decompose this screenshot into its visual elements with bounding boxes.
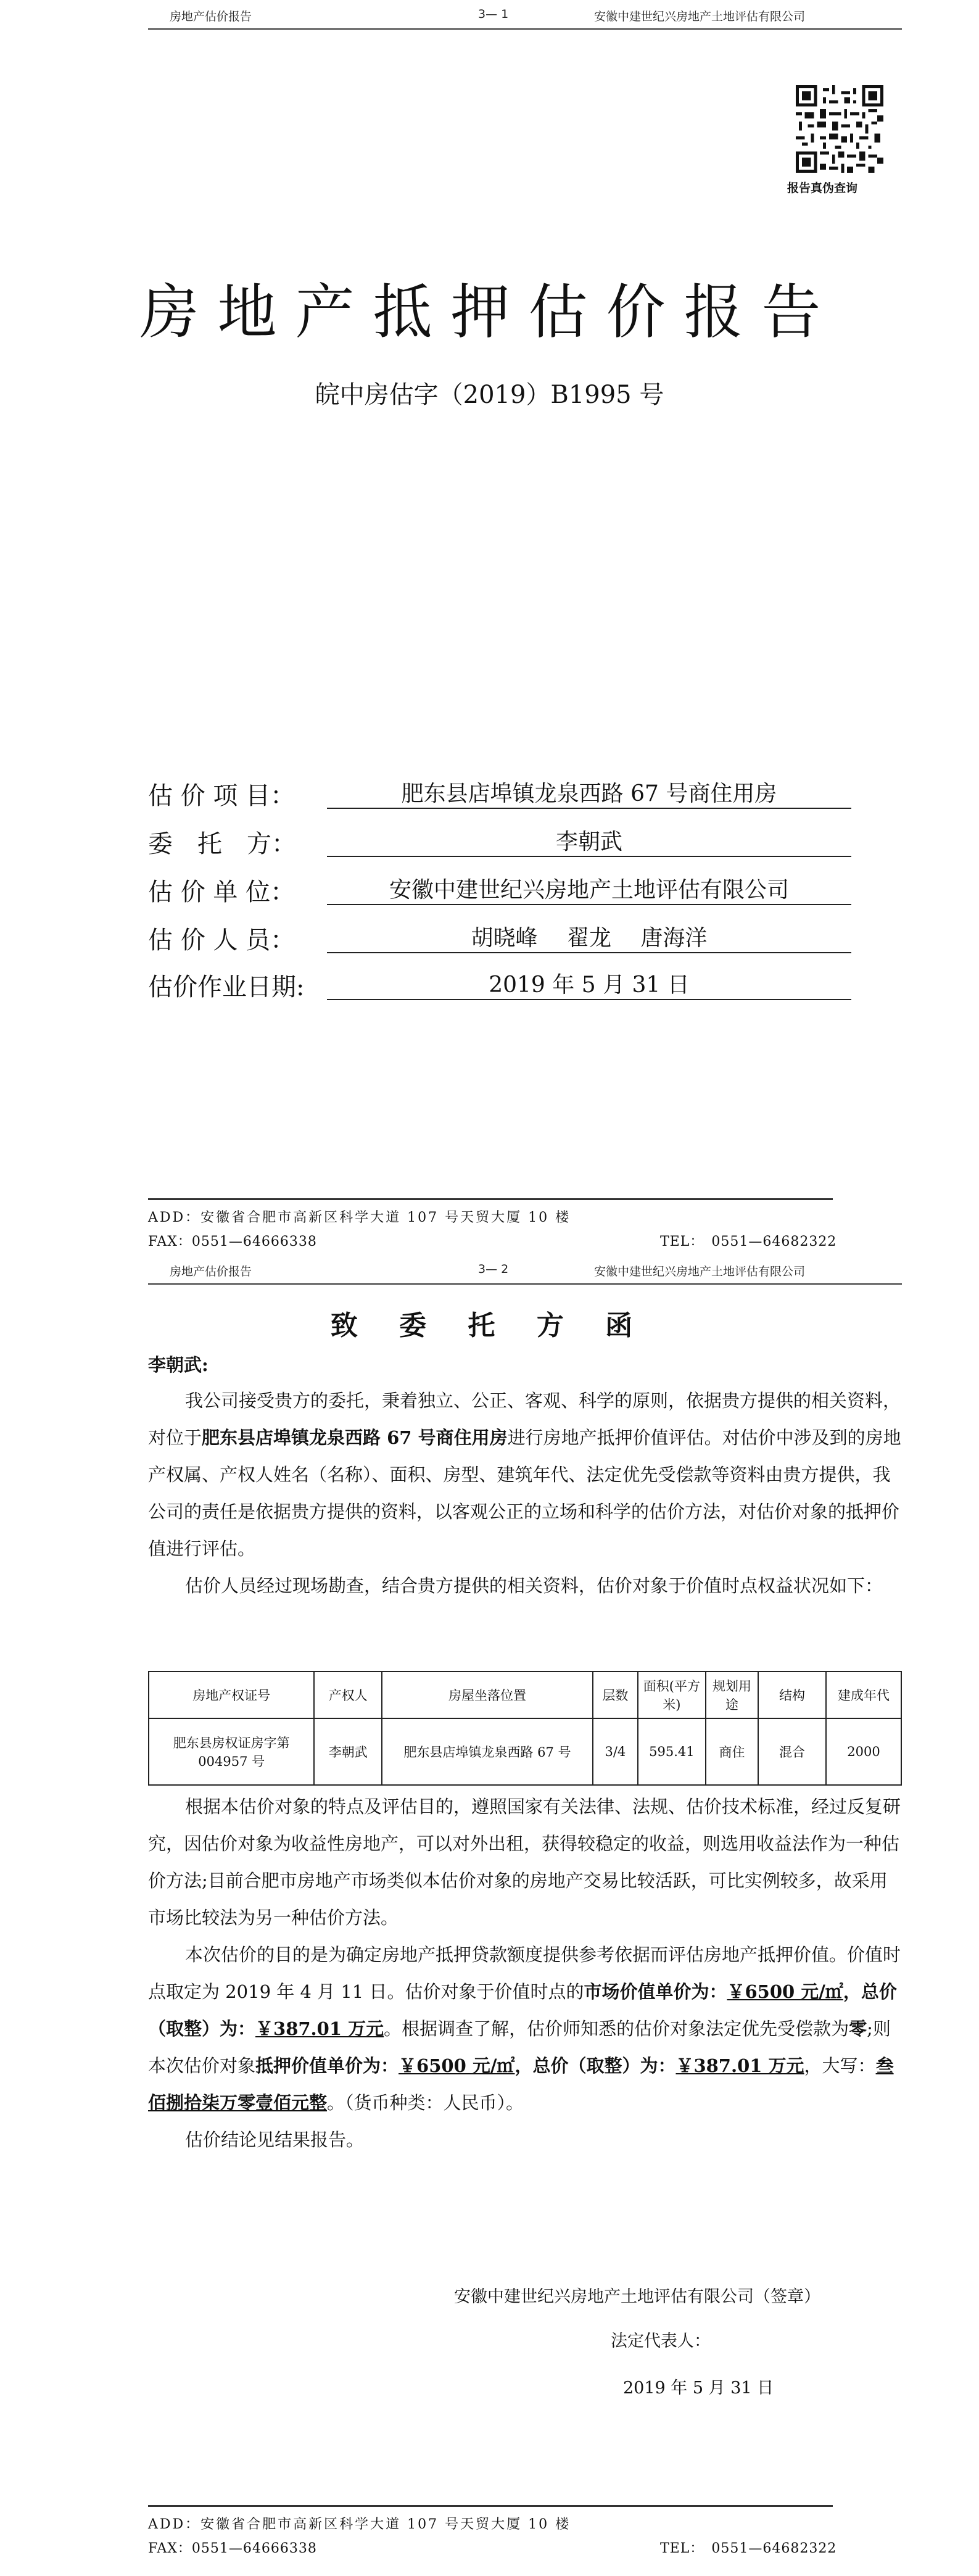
mortgage-unit-price-label: 抵押价值单价为： <box>255 2055 399 2076</box>
table-cell-floors: 3/4 <box>593 1718 638 1785</box>
letter-paragraph-5: 估价结论见结果报告。 <box>185 2129 365 2150</box>
property-table-header-row <box>149 1671 901 1718</box>
table-cell-cert-no: 肥东县房权证房字第 004957 号 <box>149 1718 314 1785</box>
page2-footer-address: ADD：安徽省合肥市高新区科学大道 107 号天贸大厦 10 楼 <box>148 2517 571 2532</box>
table-header-cert-no: 房地产权证号 <box>149 1671 314 1718</box>
page2-header-rule <box>148 1283 902 1285</box>
table-cell-structure: 混合 <box>758 1718 826 1785</box>
table-cell-owner: 李朝武 <box>314 1718 382 1785</box>
page1-footer-fax: FAX：0551—64666338 <box>148 1234 317 1249</box>
report-title: 房地产抵押估价报告 <box>139 278 840 347</box>
info-value-appraisers: 胡晓峰 翟龙 唐海洋 <box>327 921 851 953</box>
table-header-area: 面积(平方米) <box>638 1671 706 1718</box>
table-header-usage: 规划用途 <box>706 1671 758 1718</box>
info-value-work-date: 2019 年 5 月 31 日 <box>327 967 851 1000</box>
page2-footer-rule <box>148 2505 833 2507</box>
mortgage-total-price-words: 叁佰捌拾柒万零壹佰元整 <box>148 2055 894 2113</box>
page1-footer-rule <box>148 1198 833 1200</box>
table-header-floors: 层数 <box>593 1671 638 1718</box>
info-label-work-date: 估价作业日期: <box>148 973 305 1001</box>
page1-header-page-number: 3— 1 <box>478 7 509 21</box>
table-cell-location: 肥东县店埠镇龙泉西路 67 号 <box>382 1718 593 1785</box>
table-row <box>149 1718 901 1785</box>
info-value-client: 李朝武 <box>327 824 851 857</box>
page1-header-rule <box>148 28 902 30</box>
letter-property-address: 肥东县店埠镇龙泉西路 67 号商住用房 <box>202 1427 508 1448</box>
letter-paragraph-1: 我公司接受贵方的委托，秉着独立、公正、客观、科学的原则，依据贵方提供的相关资料，对位于肥东县店埠镇龙泉西路 67 号商住用房进行房地产抵押价值评估。对估价中涉及到的房地产权属、产权人姓名（名称）、面积、房型、建筑年代、法定优先受偿款等资料由贵方提供，我公司的责任是依据贵方提供的资料，以客观公正的立场和科学的估价方法，对估价对象的抵押价值进行评估。 <box>148 1390 901 1559</box>
market-unit-price-value: ￥6500 元/㎡ <box>727 1981 843 2002</box>
page1-footer-tel: TEL： 0551—64682322 <box>660 1234 837 1249</box>
letter-title: 致 委 托 方 函 <box>330 1310 649 1341</box>
info-label-appraisers: 估 价 人 员： <box>148 926 295 955</box>
market-total-price-value: ￥387.01 万元 <box>255 2018 384 2039</box>
page2-footer-fax: FAX：0551—64666338 <box>148 2541 317 2556</box>
info-value-project: 肥东县店埠镇龙泉西路 67 号商住用房 <box>327 776 851 809</box>
report-number: 皖中房估字（2019）B1995 号 <box>315 381 664 409</box>
table-cell-built-year: 2000 <box>826 1718 901 1785</box>
table-header-structure: 结构 <box>758 1671 826 1718</box>
letter-paragraph-2: 估价人员经过现场勘查，结合贵方提供的相关资料，估价对象于价值时点权益状况如下： <box>185 1575 883 1596</box>
letter-paragraph-3: 根据本估价对象的特点及评估目的，遵照国家有关法律、法规、估价技术标准，经过反复研究，因估价对象为收益性房地产，可以对外出租，获得较稳定的收益，则选用收益法作为一种估价方法;目前合肥市房地产市场类似本估价对象的房地产交易比较活跃，可比实例较多，故采用市场比较法为另一种估价方法。 <box>148 1796 901 1928</box>
info-label-appraiser-company: 估 价 单 位： <box>148 878 295 906</box>
market-unit-price-label: 市场价值单价为： <box>584 1981 727 2002</box>
signature-date: 2019 年 5 月 31 日 <box>623 2379 774 2398</box>
mortgage-total-price-value: ￥387.01 万元 <box>675 2055 804 2076</box>
mortgage-unit-price-value: ￥6500 元/㎡ <box>399 2055 515 2076</box>
table-cell-area: 595.41 <box>638 1718 706 1785</box>
letter-salutation: 李朝武: <box>148 1354 209 1375</box>
info-label-project: 估 价 项 目： <box>148 782 295 810</box>
letter-body <box>148 1382 902 1604</box>
info-value-appraiser-company: 安徽中建世纪兴房地产土地评估有限公司 <box>327 872 851 905</box>
page1-header-left: 房地产估价报告 <box>170 10 252 23</box>
info-label-client: 委 托 方： <box>148 830 296 858</box>
letter-body-continued <box>148 1788 902 2158</box>
page2-header-left: 房地产估价报告 <box>170 1265 252 1278</box>
table-header-built-year: 建成年代 <box>826 1671 901 1718</box>
page2-footer-tel: TEL： 0551—64682322 <box>660 2541 837 2556</box>
priority-claim-value: 零 <box>849 2018 867 2039</box>
page1-footer-address: ADD：安徽省合肥市高新区科学大道 107 号天贸大厦 10 楼 <box>148 1210 571 1225</box>
property-table <box>148 1671 902 1786</box>
page2-header-page-number: 3— 2 <box>478 1262 509 1276</box>
table-header-location: 房屋坐落位置 <box>382 1671 593 1718</box>
signature-company: 安徽中建世纪兴房地产土地评估有限公司（签章） <box>454 2287 820 2306</box>
qr-caption: 报告真伪查询 <box>787 181 858 195</box>
signature-legal-rep: 法定代表人： <box>611 2332 711 2351</box>
page1-header-right: 安徽中建世纪兴房地产土地评估有限公司 <box>594 10 806 23</box>
qr-code-icon[interactable] <box>796 85 883 173</box>
table-cell-usage: 商住 <box>706 1718 758 1785</box>
page2-header-right: 安徽中建世纪兴房地产土地评估有限公司 <box>594 1265 806 1278</box>
table-header-owner: 产权人 <box>314 1671 382 1718</box>
letter-paragraph-4: 本次估价的目的是为确定房地产抵押贷款额度提供参考依据而评估房地产抵押价值。价值时点取定为 2019 年 4 月 11 日。估价对象于价值时点的市场价值单价为：￥6500 元/㎡，总价（取整）为：￥387.01 万元。根据调查了解，估价师知悉的估价对象法定优先受偿款为零;则本次估价对象抵押价值单价为：￥6500 元/㎡，总价（取整）为：￥387.01 万元，大写：叁佰捌拾柒万零壹佰元整。（货币种类：人民币）。 <box>148 1944 901 2113</box>
